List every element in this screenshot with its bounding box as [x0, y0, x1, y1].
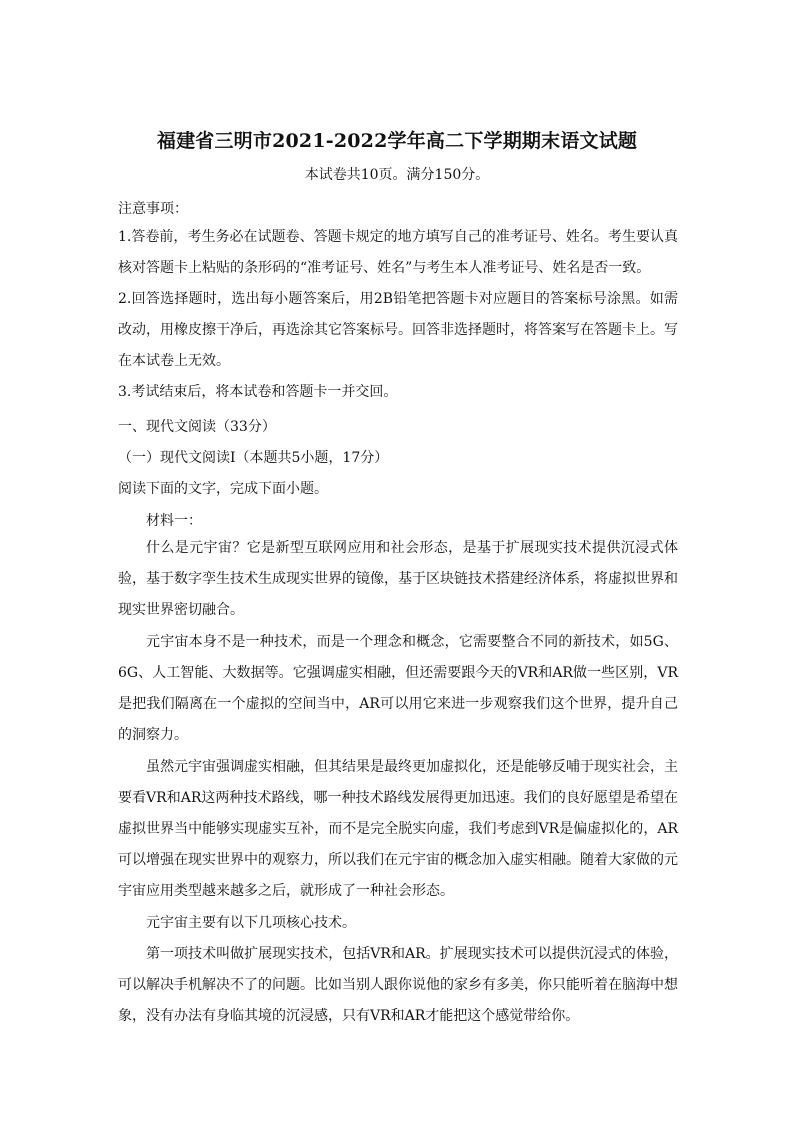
notice-item-3: 3.考试结束后，将本试卷和答题卡一并交回。 — [118, 384, 398, 400]
paragraph-4: 元宇宙主要有以下几项核心技术。 — [146, 915, 356, 931]
material-label: 材料一： — [146, 513, 202, 529]
page-title: 福建省三明市2021-2022学年高二下学期期末语文试题 — [156, 130, 638, 152]
paragraph-1: 什么是元宇宙？它是新型互联网应用和社会形态，是基于扩展现实技术提供沉浸式体验，基于数字孪生技术生成现实世界的镜像，基于区块链技术搭建经济体系，将虚拟世界和现实世界密切融合。 — [118, 540, 678, 618]
subsection-heading: （一）现代文阅读Ⅰ（本题共5小题，17分） — [118, 450, 389, 466]
reading-instruction: 阅读下面的文字，完成下面小题。 — [118, 481, 328, 497]
paragraph-3: 虽然元宇宙强调虚实相融，但其结果是最终更加虚拟化，还是能够反哺于现实社会，主要看VR和AR这两种技术路线，哪一种技术路线发展得更加迅速。我们的良好愿望是希望在虚拟世界当中能够实现虚实互补，而不是完全脱实向虚，我们考虑到VR是偏虚拟化的，AR可以增强在现实世界中的观察力，所以我们在元宇宙的概念加入虚实相融。随着大家做的元宇宙应用类型越来越多之后，就形成了一种社会形态。 — [118, 759, 678, 899]
paragraph-2: 元宇宙本身不是一种技术，而是一个理念和概念，它需要整合不同的新技术，如5G、6G、人工智能、大数据等。它强调虚实相融，但还需要跟今天的VR和AR做一些区别，VR是把我们隔离在一个虚拟的空间当中，AR可以用它来进一步观察我们这个世界，提升自己的洞察力。 — [118, 634, 678, 743]
section-heading: 一、现代文阅读（33分） — [118, 419, 276, 435]
notice-item-2: 2.回答选择题时，选出每小题答案后，用2B铅笔把答题卡对应题目的答案标号涂黑。如需改动，用橡皮擦干净后，再选涂其它答案标号。回答非选择题时，将答案写在答题卡上。写在本试卷上无效。 — [118, 291, 678, 369]
notice-item-1: 1.答卷前，考生务必在试题卷、答题卡规定的地方填写自己的准考证号、姓名。考生要认真核对答题卡上粘贴的条形码的“准考证号、姓名”与考生本人准考证号、姓名是否一致。 — [118, 229, 678, 276]
paragraph-5: 第一项技术叫做扩展现实技术，包括VR和AR。扩展现实技术可以提供沉浸式的体验，可以解决手机解决不了的问题。比如当别人跟你说他的家乡有多美，你只能听着在脑海中想象，没有办法有身临其境的沉浸感，只有VR和AR才能把这个感觉带给你。 — [118, 946, 678, 1024]
page-subtitle: 本试卷共10页。满分150分。 — [304, 167, 490, 183]
notice-heading: 注意事项： — [118, 201, 188, 217]
